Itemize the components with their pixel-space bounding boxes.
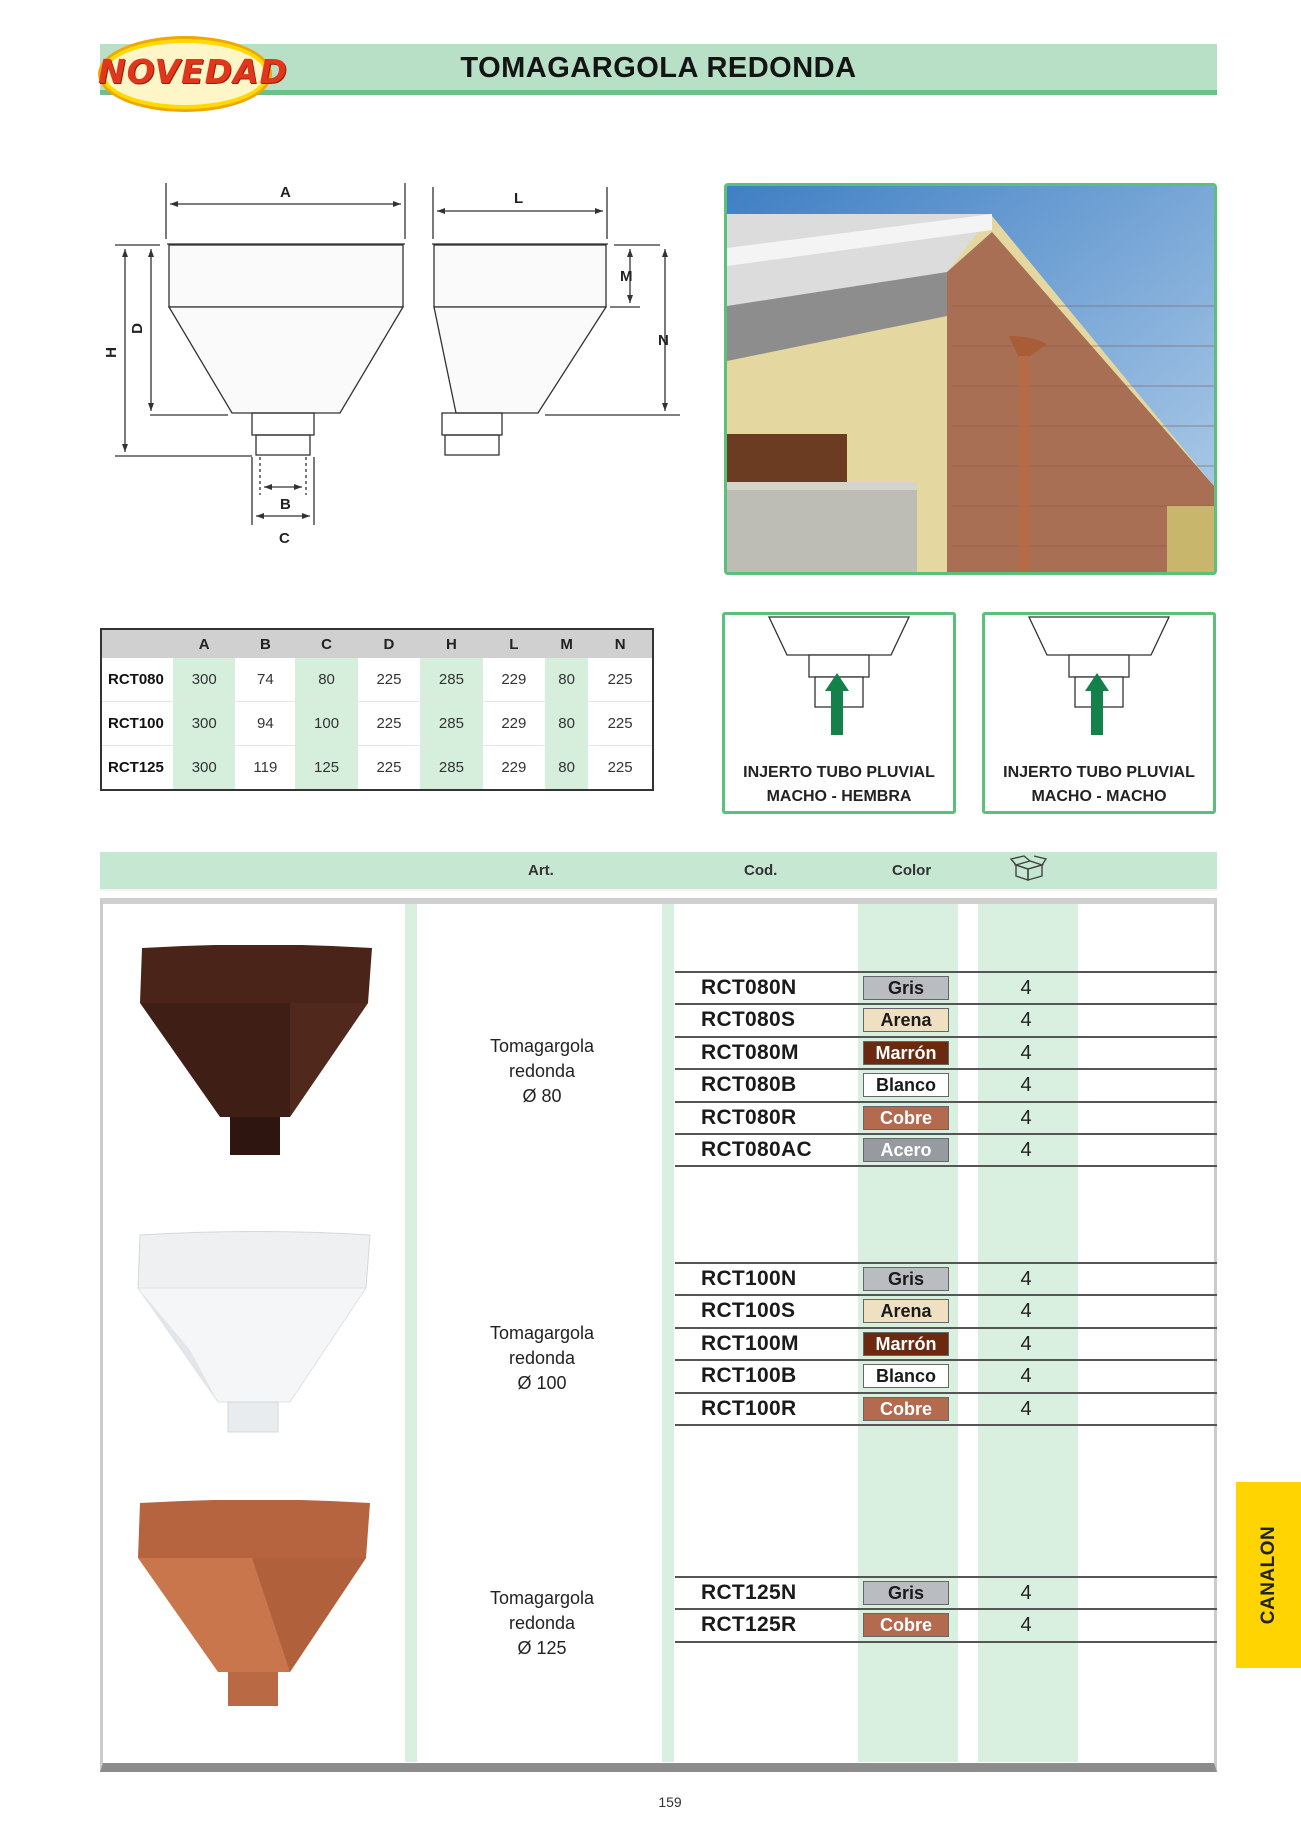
pack-quantity: 4 [1020, 1332, 1032, 1355]
row-divider [675, 1101, 1217, 1103]
table-header-cell: A [173, 629, 235, 658]
color-swatch: Marrón [863, 1041, 949, 1065]
table-cell: 229 [483, 746, 545, 791]
novedad-badge-text: NOVEDAD [98, 52, 288, 91]
row-divider [675, 971, 1217, 973]
pack-quantity: 4 [1020, 1614, 1032, 1637]
table-cell: 94 [235, 702, 295, 746]
table-cell: 300 [173, 746, 235, 791]
page-title: TOMAGARGOLA REDONDA [460, 52, 857, 84]
table-cell: 225 [588, 746, 653, 791]
color-swatch: Marrón [863, 1332, 949, 1356]
color-swatch: Acero [863, 1138, 949, 1162]
table-cell: 225 [588, 702, 653, 746]
table-cell: 300 [173, 658, 235, 702]
product-code: RCT080AC [701, 1138, 812, 1161]
row-divider [675, 1068, 1217, 1070]
table-cell: 225 [376, 671, 402, 688]
table-header-cell: C [295, 629, 357, 658]
row-divider [675, 1294, 1217, 1296]
table-header-cell: B [235, 629, 295, 658]
pack-quantity: 4 [1020, 1582, 1032, 1604]
pack-quantity: 4 [1020, 1300, 1032, 1323]
color-swatch: Blanco [863, 1073, 949, 1097]
product-code: RCT100M [701, 1331, 799, 1355]
dimension-table-header [101, 629, 653, 658]
graft-caption-line2: MACHO - HEMBRA [766, 788, 912, 805]
color-swatch: Gris [863, 1267, 949, 1291]
table-cell: 125 [295, 746, 357, 791]
section-tab-label: CANALON [1257, 1525, 1279, 1625]
article-name-line: redonda [508, 1613, 576, 1633]
dim-label-m: M [620, 268, 633, 285]
product-code: RCT080N [701, 976, 797, 999]
table-row [101, 702, 653, 746]
color-swatch: Cobre [863, 1397, 949, 1421]
color-swatch: Blanco [863, 1364, 949, 1388]
article-name-80 [422, 1034, 662, 1109]
dim-label-c: C [279, 530, 290, 547]
row-divider [675, 1359, 1217, 1361]
column-header-color: Color [892, 862, 932, 879]
article-name-125 [422, 1586, 662, 1661]
table-cell: 74 [257, 671, 274, 688]
pack-quantity: 4 [1020, 1365, 1032, 1388]
table-header-cell: L [483, 629, 545, 658]
row-divider [675, 1392, 1217, 1394]
box-icon [1008, 853, 1048, 883]
product-code: RCT100B [701, 1364, 797, 1388]
table-cell: 80 [295, 658, 357, 702]
table-row [101, 658, 653, 702]
pack-quantity: 4 [1020, 977, 1032, 999]
product-code: RCT080R [701, 1105, 797, 1129]
graft-caption-line1: INJERTO TUBO PLUVIAL [743, 764, 935, 781]
table-cell: 80 [545, 658, 588, 702]
article-name-line: Ø 125 [517, 1638, 567, 1658]
product-image-100 [130, 1230, 380, 1450]
table-row [101, 746, 653, 791]
section-tab[interactable] [1236, 1482, 1301, 1668]
row-divider [675, 1327, 1217, 1329]
row-divider [675, 1262, 1217, 1264]
color-swatch: Cobre [863, 1106, 949, 1130]
table-cell: 80 [545, 702, 588, 746]
table-header-cell: M [545, 629, 588, 658]
catalog-header [100, 852, 1217, 891]
table-cell: 225 [607, 671, 633, 688]
graft-caption-line1: INJERTO TUBO PLUVIAL [1003, 764, 1195, 781]
table-cell: 119 [235, 746, 295, 791]
dim-label-b: B [280, 496, 291, 513]
row-divider [675, 1036, 1217, 1038]
table-header-cell: D [358, 629, 420, 658]
article-name-line: Ø 80 [522, 1086, 562, 1106]
product-code: RCT100S [701, 1299, 796, 1323]
table-cell: 285 [420, 746, 482, 791]
product-image-125 [130, 1500, 380, 1720]
product-code: RCT100R [701, 1396, 797, 1420]
row-divider [675, 1576, 1217, 1578]
installation-photo [724, 183, 1217, 575]
model-cell: RCT100 [101, 702, 173, 746]
graft-box-male-male [982, 612, 1216, 814]
table-cell: 229 [501, 671, 527, 688]
dim-label-l: L [514, 190, 524, 207]
dim-label-a: A [280, 184, 291, 201]
graft-diagram [985, 615, 1213, 755]
pack-quantity: 4 [1020, 1041, 1032, 1064]
table-cell: 300 [173, 702, 235, 746]
product-code: RCT080S [701, 1008, 796, 1032]
table-cell: 225 [358, 702, 420, 746]
column-divider [662, 904, 674, 1762]
product-code: RCT080M [701, 1040, 799, 1064]
model-cell: RCT080 [108, 671, 164, 688]
pack-quantity: 4 [1020, 1268, 1032, 1290]
pack-quantity: 4 [1020, 1009, 1032, 1032]
table-cell: 285 [420, 702, 482, 746]
column-header-cod: Cod. [744, 862, 778, 879]
dimension-table [100, 628, 654, 791]
technical-drawing [100, 175, 690, 550]
row-divider [675, 1165, 1217, 1167]
table-header-cell: H [420, 629, 482, 658]
row-divider [675, 1424, 1217, 1426]
table-cell: 285 [420, 658, 482, 702]
model-cell: RCT125 [101, 746, 173, 791]
article-name-line: Tomagargola [489, 1036, 595, 1056]
row-divider [675, 1003, 1217, 1005]
product-code: RCT080B [701, 1073, 797, 1097]
column-divider [405, 904, 417, 1762]
pack-quantity: 4 [1020, 1139, 1032, 1161]
pack-quantity: 4 [1020, 1397, 1032, 1420]
product-image-80 [130, 945, 380, 1165]
article-name-line: Tomagargola [489, 1588, 595, 1608]
pack-quantity: 4 [1020, 1106, 1032, 1129]
color-swatch: Gris [863, 1581, 949, 1605]
color-swatch: Arena [863, 1008, 949, 1032]
row-divider [675, 1641, 1217, 1643]
graft-box-male-female [722, 612, 956, 814]
dim-label-n: N [658, 332, 669, 349]
graft-caption-line2: MACHO - MACHO [1031, 788, 1167, 805]
article-name-line: redonda [508, 1061, 576, 1081]
article-name-line: Ø 100 [517, 1373, 567, 1393]
table-cell: 100 [295, 702, 357, 746]
product-code: RCT100N [701, 1267, 797, 1290]
table-cell: 80 [545, 746, 588, 791]
color-swatch: Arena [863, 1299, 949, 1323]
graft-diagram [725, 615, 953, 755]
table-cell: 225 [358, 746, 420, 791]
product-code: RCT125R [701, 1613, 797, 1637]
product-code: RCT125N [701, 1581, 797, 1604]
color-swatch: Cobre [863, 1613, 949, 1637]
column-header-art: Art. [528, 862, 554, 879]
article-name-line: Tomagargola [489, 1323, 595, 1343]
page-number: 159 [658, 1794, 682, 1810]
row-divider [675, 1133, 1217, 1135]
row-divider [675, 1608, 1217, 1610]
table-cell: 229 [483, 702, 545, 746]
table-header-cell [101, 629, 173, 658]
table-header-cell: N [588, 629, 653, 658]
dim-label-d: D [128, 323, 146, 334]
article-name-100 [422, 1321, 662, 1396]
pack-quantity: 4 [1020, 1074, 1032, 1097]
color-swatch: Gris [863, 976, 949, 1000]
article-name-line: redonda [508, 1348, 576, 1368]
dim-label-h: H [102, 347, 120, 358]
